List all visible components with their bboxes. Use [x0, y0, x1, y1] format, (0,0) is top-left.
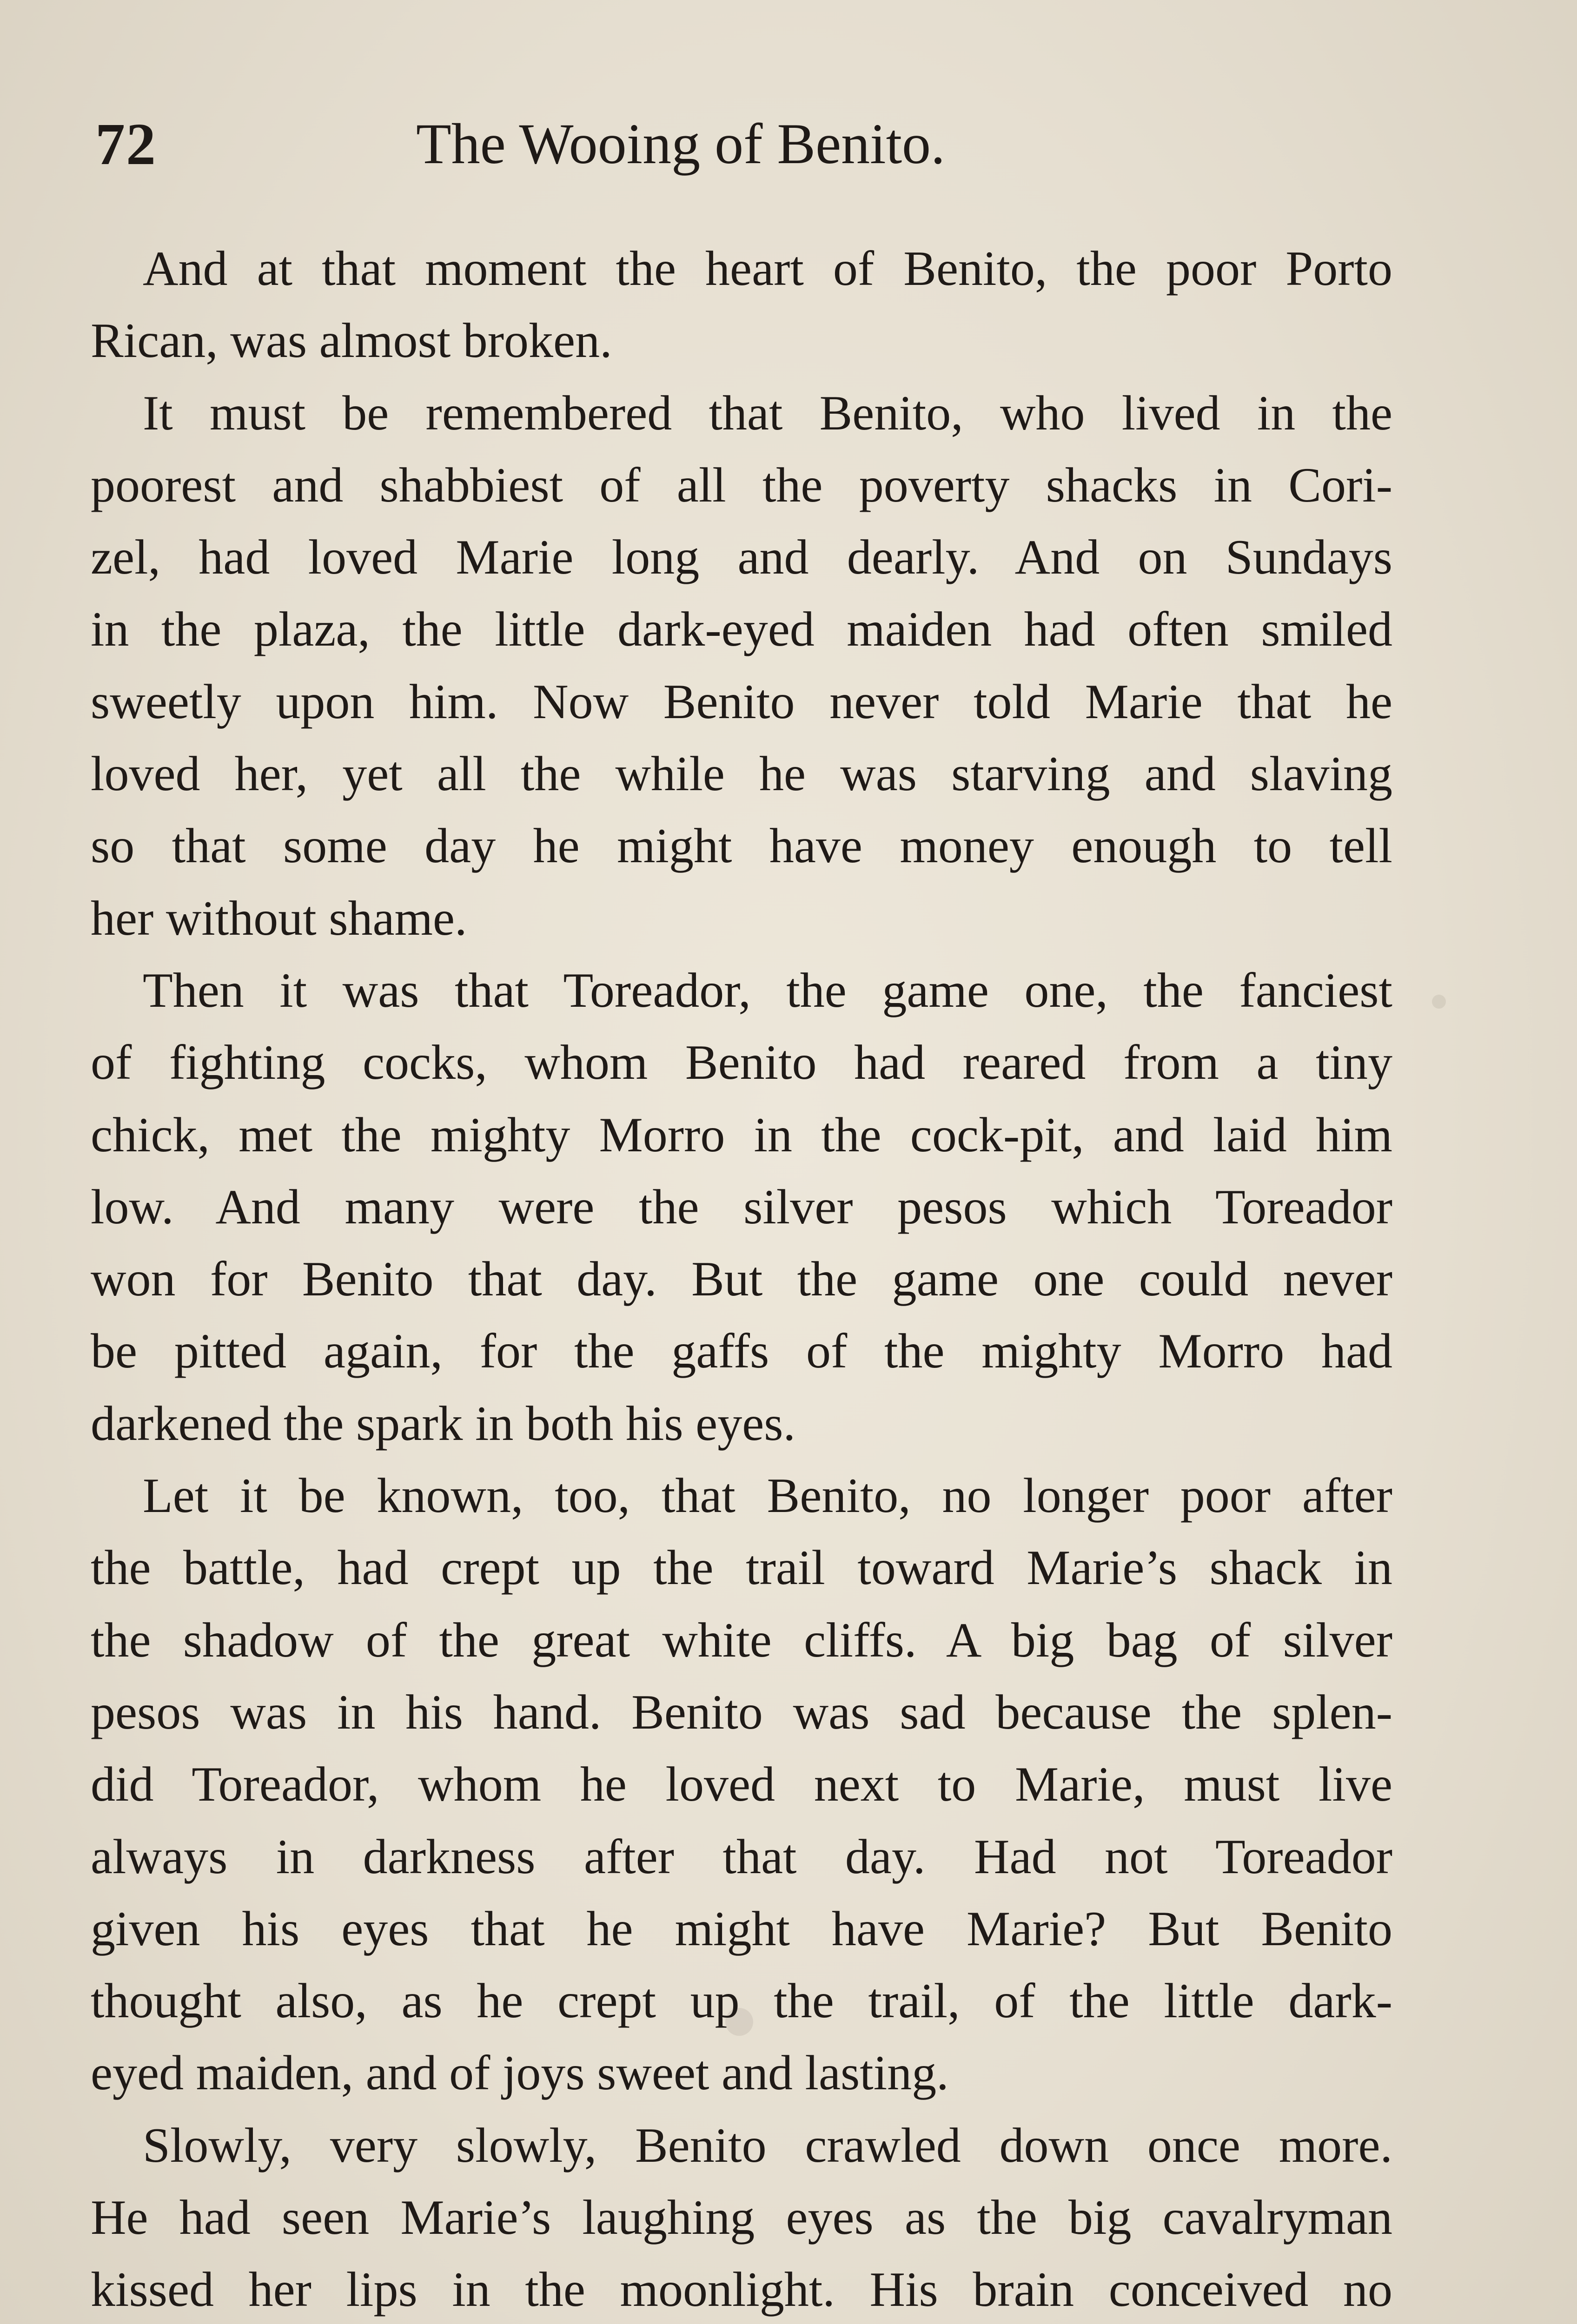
text-line: chick, met the mighty Morro in the cock-pit, and laid him: [91, 1107, 1392, 1162]
text-line: pesos was in his hand. Benito was sad because the splen-: [91, 1684, 1392, 1739]
text-line: her without shame.: [91, 891, 467, 945]
page-number: 72: [95, 111, 157, 177]
text-line: be pitted again, for the gaffs of the mighty Morro had: [91, 1324, 1392, 1379]
text-line: of fighting cocks, whom Benito had reared from a tiny: [91, 1035, 1392, 1090]
text-line: loved her, yet all the while he was starving and slaving: [91, 746, 1392, 801]
text-line: It must be remembered that Benito, who lived in the: [143, 385, 1392, 440]
text-line: Then it was that Toreador, the game one, the fanciest: [143, 963, 1392, 1017]
text-line: so that some day he might have money enough to tell: [91, 819, 1392, 873]
text-line: darkened the spark in both his eyes.: [91, 1396, 795, 1451]
text-line: poorest and shabbiest of all the poverty shacks in Cori-: [91, 457, 1392, 512]
text-line: the shadow of the great white cliffs. A big bag of silver: [91, 1612, 1392, 1667]
text-line: And at that moment the heart of Benito, the poor Porto: [143, 241, 1392, 296]
text-line: Let it be known, too, that Benito, no longer poor after: [143, 1468, 1392, 1523]
text-line: eyed maiden, and of joys sweet and lasting.: [91, 2046, 949, 2100]
paper-stain: [1432, 995, 1446, 1009]
text-line: did Toreador, whom he loved next to Marie, must live: [91, 1757, 1392, 1812]
text-line: in the plaza, the little dark-eyed maiden had often smiled: [91, 602, 1392, 657]
text-line: given his eyes that he might have Marie? But Benito: [91, 1901, 1392, 1956]
text-line: low. And many were the silver pesos which Toreador: [91, 1179, 1392, 1234]
text-line: won for Benito that day. But the game one could never: [91, 1252, 1392, 1307]
text-line: He had seen Marie’s laughing eyes as the big cavalryman: [91, 2190, 1392, 2245]
body-text: [91, 232, 1392, 2324]
text-line: kissed her lips in the moonlight. His brain conceived no: [91, 2262, 1392, 2317]
text-line: zel, had loved Marie long and dearly. And on Sundays: [91, 530, 1392, 585]
text-line: Rican, was almost broken.: [91, 313, 612, 368]
running-head: The Wooing of Benito.: [416, 112, 946, 176]
text-line: thought also, as he crept up the trail, of the little dark-: [91, 1974, 1392, 2028]
page-header: [0, 107, 1577, 181]
text-line: Slowly, very slowly, Benito crawled down once more.: [143, 2118, 1392, 2172]
text-line: the battle, had crept up the trail toward Marie’s shack in: [91, 1540, 1392, 1595]
text-line: always in darkness after that day. Had not Toreador: [91, 1829, 1392, 1884]
text-line: sweetly upon him. Now Benito never told Marie that he: [91, 674, 1392, 729]
